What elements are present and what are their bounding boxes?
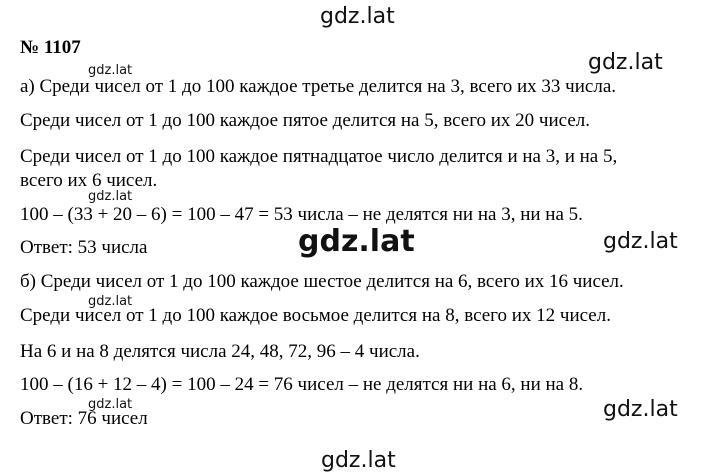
solution-line: На 6 и на 8 делятся числа 24, 48, 72, 96 – 4 числа.	[20, 341, 420, 362]
answer-b: Ответ: 76 чисел	[20, 408, 148, 429]
solution-line: всего их 6 чисел.	[20, 170, 158, 191]
solution-line: 100 – (33 + 20 – 6) = 100 – 47 = 53 числа – не делятся ни на 3, ни на 5.	[20, 204, 583, 225]
watermark: gdz.lat	[298, 224, 415, 259]
solution-line: а) Среди чисел от 1 до 100 каждое третье делится на 3, всего их 33 числа.	[20, 76, 617, 97]
watermark: gdz.lat	[88, 397, 133, 412]
watermark: gdz.lat	[88, 63, 133, 78]
solution-line: Среди чисел от 1 до 100 каждое пятое делится на 5, всего их 20 чисел.	[20, 110, 590, 131]
watermark: gdz.lat	[603, 229, 678, 254]
problem-number: № 1107	[20, 37, 81, 58]
solution-line: 100 – (16 + 12 – 4) = 100 – 24 = 76 чисел – не делятся ни на 6, ни на 8.	[20, 374, 584, 395]
watermark: gdz.lat	[88, 294, 133, 309]
answer-a: Ответ: 53 числа	[20, 237, 148, 258]
watermark: gdz.lat	[603, 397, 678, 422]
watermark: gdz.lat	[320, 4, 395, 29]
solution-line: Среди чисел от 1 до 100 каждое пятнадцатое число делится и на 3, и на 5,	[20, 146, 618, 167]
solution-line: б) Среди чисел от 1 до 100 каждое шестое делится на 6, всего их 16 чисел.	[20, 271, 624, 292]
watermark: gdz.lat	[321, 448, 396, 473]
watermark: gdz.lat	[88, 189, 133, 204]
solution-line: Среди чисел от 1 до 100 каждое восьмое делится на 8, всего их 12 чисел.	[20, 305, 611, 326]
watermark: gdz.lat	[588, 50, 663, 75]
